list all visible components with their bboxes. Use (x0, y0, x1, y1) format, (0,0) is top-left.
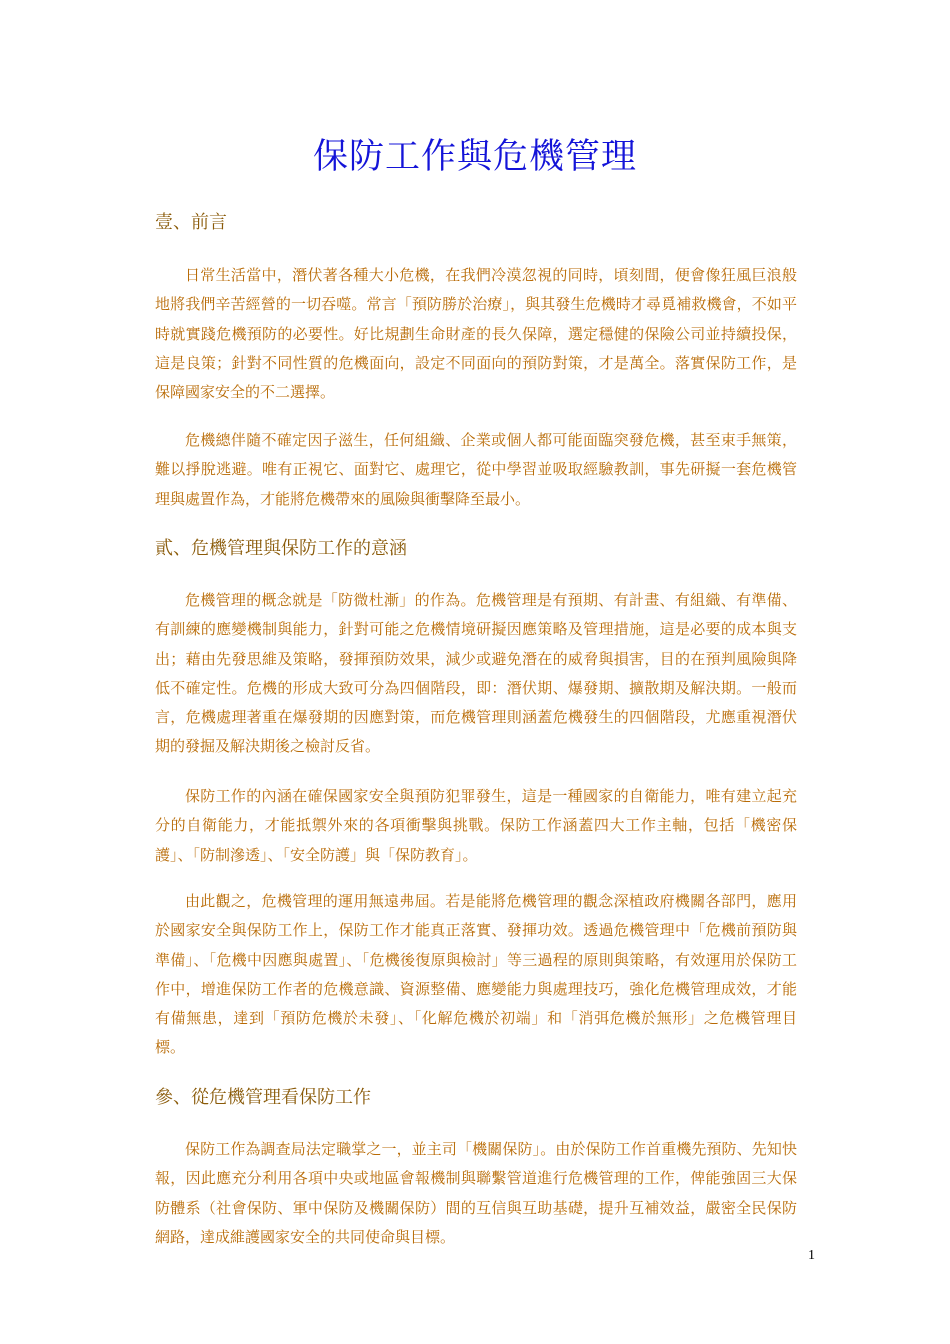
paragraph-meaning-1: 危機管理的概念就是「防微杜漸」的作為。危機管理是有預期、有計畫、有組織、有準備、有訓練的應變機制與能力，針對可能之危機情境研擬因應策略及管理措施，這是必要的成本與支出；藉由先發思維及策略，發揮預防效果，減少或避免潛在的威脅與損害，目的在預判風險與降低不確定性。危機的形成大致可分為四個階段，即：潛伏期、爆發期、擴散期及解決期。一般而言，危機處理著重在爆發期的因應對策，而危機管理則涵蓋危機發生的四個階段，尤應重視潛伏期的發掘及解決期後之檢討反省。 (155, 591, 797, 756)
paragraph-intro-2: 危機總伴隨不確定因子滋生，任何組織、企業或個人都可能面臨突發危機，甚至束手無策，難以掙脫逃避。唯有正視它、面對它、處理它，從中學習並吸取經驗教訓，事先研擬一套危機管理與處置作為，才能將危機帶來的風險與衝擊降至最小。 (155, 431, 797, 508)
section-heading-perspective: 參、從危機管理看保防工作 (155, 1087, 371, 1108)
section-heading-intro: 壹、前言 (155, 212, 227, 233)
page-number: 1 (808, 1248, 815, 1263)
section-heading-meaning: 貳、危機管理與保防工作的意涵 (155, 538, 407, 559)
paragraph-perspective-1: 保防工作為調查局法定職掌之一，並主司「機關保防」。由於保防工作首重機先預防、先知快報，因此應充分利用各項中央或地區會報機制與聯繫管道進行危機管理的工作，俾能強固三大保防體系（社會保防、軍中保防及機關保防）間的互信與互助基礎，提升互補效益，嚴密全民保防網路，達成維護國家安全的共同使命與目標。 (155, 1140, 797, 1246)
paragraph-intro-1: 日常生活當中，潛伏著各種大小危機，在我們冷漠忽視的同時，頃刻間，便會像狂風巨浪般地將我們辛苦經營的一切吞噬。常言「預防勝於治療」，與其發生危機時才尋覓補救機會，不如平時就實踐危機預防的必要性。好比規劃生命財產的長久保障，選定穩健的保險公司並持續投保，這是良策；針對不同性質的危機面向，設定不同面向的預防對策，才是萬全。落實保防工作，是保障國家安全的不二選擇。 (155, 266, 797, 402)
paragraph-meaning-2: 保防工作的內涵在確保國家安全與預防犯罪發生，這是一種國家的自衛能力，唯有建立起充分的自衛能力，才能抵禦外來的各項衝擊與挑戰。保防工作涵蓋四大工作主軸，包括「機密保護」、「防制滲透」、「安全防護」與「保防教育」。 (155, 787, 797, 864)
paragraph-meaning-3: 由此觀之，危機管理的運用無遠弗屆。若是能將危機管理的觀念深植政府機關各部門，應用於國家安全與保防工作上，保防工作才能真正落實、發揮功效。透過危機管理中「危機前預防與準備」、「危機中因應與處置」、「危機後復原與檢討」等三過程的原則與策略，有效運用於保防工作中，增進保防工作者的危機意識、資源整備、應變能力與處理技巧，強化危機管理成效，才能有備無患，達到「預防危機於未發」、「化解危機於初端」和「消弭危機於無形」之危機管理目標。 (155, 892, 797, 1057)
document-title: 保防工作與危機管理 (312, 137, 637, 177)
